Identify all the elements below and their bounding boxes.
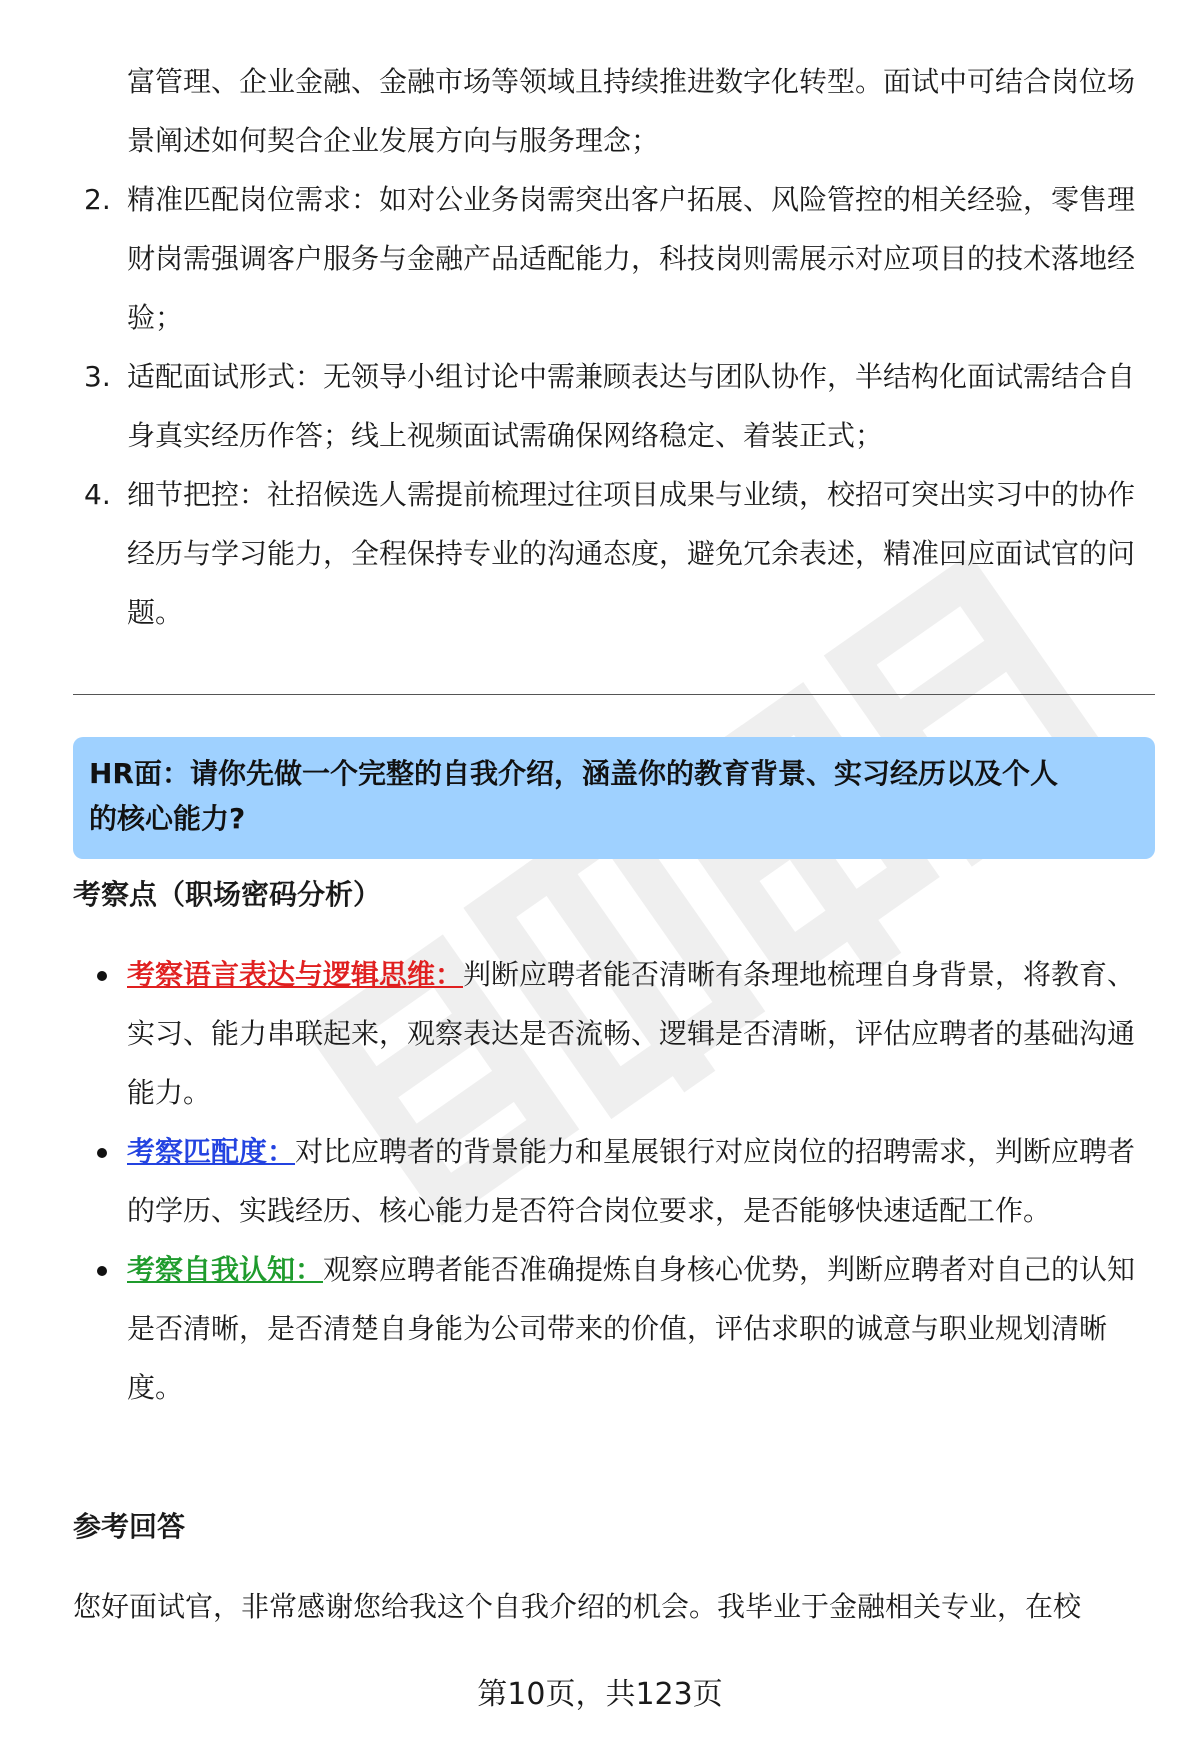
list-item-text: 细节把控：社招候选人需提前梳理过往项目成果与业绩，校招可突出实习中的协作经历与学习能力，全程保持专业的沟通态度，避免冗余表述，精准回应面试官的问题。	[127, 478, 1136, 629]
list-item-text: 精准匹配岗位需求：如对公业务岗需突出客户拓展、风险管控的相关经验，零售理财岗需强调客户服务与金融产品适配能力，科技岗则需展示对应项目的技术落地经验；	[127, 183, 1136, 334]
intro-paragraph: 富管理、企业金融、金融市场等领域且持续推进数字化转型。面试中可结合岗位场景阐述如何契合企业发展方向与服务理念；	[127, 65, 1136, 157]
list-item	[80, 465, 1150, 642]
list-number: 2.	[84, 183, 111, 216]
analysis-points	[80, 945, 1150, 1417]
point-keyword: 考察匹配度：	[127, 1135, 296, 1168]
list-item	[80, 170, 1150, 347]
point-text: 观察应聘者能否准确提炼自身核心优势，判断应聘者对自己的认知是否清晰，是否清楚自身能为公司带来的价值，评估求职的诚意与职业规划清晰度。	[127, 1253, 1136, 1404]
page-number: 第10页，共123页	[477, 1677, 723, 1712]
list-number: 4.	[84, 478, 111, 511]
bullet-icon	[97, 1148, 107, 1158]
section-divider	[73, 694, 1155, 695]
list-item-text: 适配面试形式：无领导小组讨论中需兼顾表达与团队协作，半结构化面试需结合自身真实经历作答；线上视频面试需确保网络稳定、着装正式；	[127, 360, 1136, 452]
question-box	[73, 737, 1155, 859]
list-item	[80, 945, 1150, 1122]
analysis-heading: 考察点（职场密码分析）	[73, 878, 382, 911]
tips-list	[80, 170, 1150, 642]
list-item	[80, 1122, 1150, 1240]
list-item	[80, 347, 1150, 465]
answer-paragraph: 您好面试官，非常感谢您给我这个自我介绍的机会。我毕业于金融相关专业，在校	[73, 1590, 1082, 1623]
point-keyword: 考察自我认知：	[127, 1253, 324, 1286]
bullet-icon	[97, 971, 107, 981]
list-item	[80, 1240, 1150, 1417]
list-number: 3.	[84, 360, 111, 393]
point-keyword: 考察语言表达与逻辑思维：	[127, 958, 464, 991]
point-text: 对比应聘者的背景能力和星展银行对应岗位的招聘需求，判断应聘者的学历、实践经历、核心能力是否符合岗位要求，是否能够快速适配工作。	[127, 1135, 1136, 1227]
bullet-icon	[97, 1266, 107, 1276]
point-text: 判断应聘者能否清晰有条理地梳理自身背景，将教育、实习、能力串联起来，观察表达是否流畅、逻辑是否清晰，评估应聘者的基础沟通能力。	[127, 958, 1136, 1109]
reference-heading: 参考回答	[73, 1510, 186, 1543]
question-line-1: HR面：请你先做一个完整的自我介绍，涵盖你的教育背景、实习经历以及个人	[89, 757, 1058, 790]
question-line-2: 的核心能力?	[89, 802, 246, 835]
